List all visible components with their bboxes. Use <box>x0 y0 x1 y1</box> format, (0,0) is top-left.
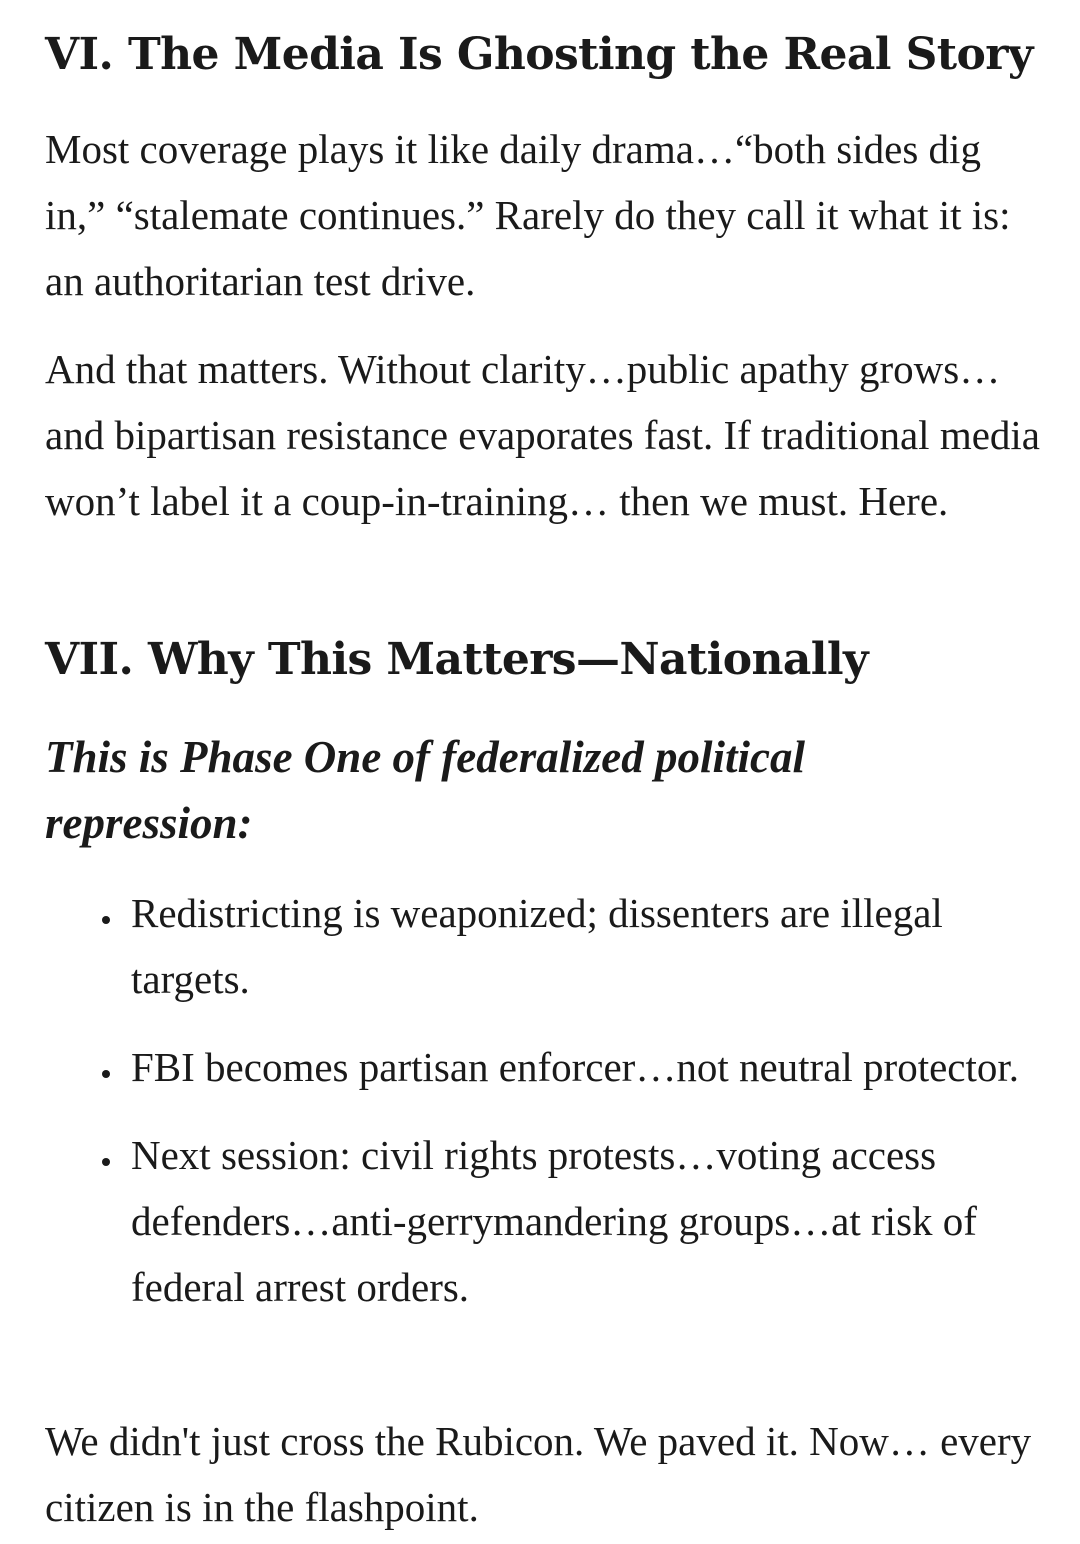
bullet-icon <box>102 1070 110 1078</box>
paragraph-why-it-matters: And that matters. Without clarity…public apathy grows…and bipartisan resistance evaporates fast. If traditional media won’t label it a coup-in-training… then we must. Here. <box>45 346 1040 524</box>
list-item <box>45 880 1045 1012</box>
list-item-text: Redistricting is weaponized; dissenters are illegal targets. <box>131 890 943 1002</box>
list-item-text: FBI becomes partisan enforcer…not neutral protector. <box>131 1044 1020 1090</box>
section-heading-vii: VII. Why This Matters—Nationally <box>45 634 868 685</box>
list-item <box>45 1122 1045 1320</box>
closing-paragraph: We didn't just cross the Rubicon. We paved it. Now… every citizen is in the flashpoint. <box>45 1418 1032 1530</box>
bullet-icon <box>102 916 110 924</box>
italic-subheading: This is Phase One of federalized political repression: <box>45 732 805 848</box>
bullet-list <box>45 880 1045 1342</box>
section-heading-vi: VI. The Media Is Ghosting the Real Story <box>45 29 1033 80</box>
list-item <box>45 1034 1045 1100</box>
paragraph-media-coverage: Most coverage plays it like daily drama…“both sides dig in,” “stalemate continues.” Rarely do they call it what it is: an authoritarian test drive. <box>45 126 1011 304</box>
bullet-icon <box>102 1158 110 1166</box>
list-item-text: Next session: civil rights protests…voting access defenders…anti-gerrymandering groups…at risk of federal arrest orders. <box>131 1132 977 1310</box>
